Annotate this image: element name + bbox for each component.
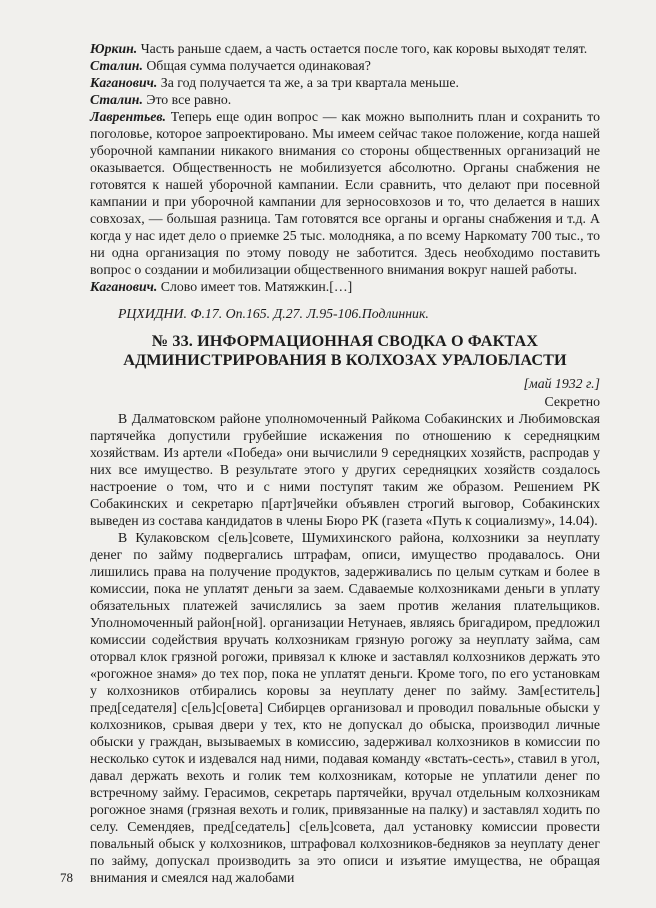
speaker-name: Каганович. <box>90 279 158 294</box>
archive-reference: РЦХИДНИ. Ф.17. Оп.165. Д.27. Л.95-106.Подлинник. <box>118 306 429 321</box>
body-paragraph: В Кулаковском с[ель]совете, Шумихинского района, колхозники за неуплату денег по займу подвергались штрафам, описи, имущество продавалось. Они лишились права на получение продуктов, задерживались по целым суткам и более в комиссии, пока не уплатят деньги за заем. Сдаваемые колхозниками деньги в уплату обязательных платежей зачислялись за заем против желания плательщиков. Уполномоченный район[ной]. организации Нетунаев, являясь бригадиром, предложил комиссии содействия вручать колхозникам грязную рогожу за неуплату займа, сам оторвал клок грязной рогожи, привязал к клюке и заставлял колхозников держать это «рогожное знамя» до тех пор, пока не уплатят деньги. Кроме того, по его установкам у колхозников отбирались коровы за неуплату денег по займу. Зам[еститель] пред[седателя] с[ель]с[овета] Сибирцев организовал и проводил повальные обыски у колхозников, срывая двери у тех, кто не допускал до обыска, производил личные обыски у граждан, вызываемых в комиссию, задерживал колхозников в комиссии по несколько суток и издевался над ними, подавая команду «встать-сесть», ставил в угол, давал держать вехоть и голик тем колхозникам, которые не уплатили денег по встречному займу. Герасимов, секретарь партячейки, вручал отдельным колхозникам рогожное знамя (грязная вехоть и голик, привязанные на палку) и заставлял ходить по селу. Семендяев, пред[седатель] с[ель]совета, дал установку комиссии провести повальный обыск у колхозников, штрафовал колхозников-бедняков за неуплату денег по займу, допускал производить за это описи и изъятие имущества, не обращая внимания и смеялся над жалобами <box>90 530 600 885</box>
document-title-line: АДМИНИСТРИРОВАНИЯ В КОЛХОЗАХ УРАЛОБЛАСТИ <box>123 351 567 369</box>
speaker-name: Юркин. <box>90 41 138 56</box>
speaker-name: Лаврентьев. <box>90 109 166 124</box>
dialogue-line <box>90 108 600 278</box>
document-title-line: № 33. ИНФОРМАЦИОННАЯ СВОДКА О ФАКТАХ <box>151 332 539 350</box>
speech-text: Это все равно. <box>142 92 232 107</box>
speech-text: Общая сумма получается одинаковая? <box>142 58 371 73</box>
dialogue-line <box>90 57 600 74</box>
speaker-name: Сталин. <box>90 92 143 107</box>
page-content <box>90 40 600 886</box>
document-date: [май 1932 г.] <box>523 376 600 391</box>
speech-text: Теперь еще один вопрос — как можно выполнить план и сохранить то поголовье, которое запроектировано. Мы имеем сейчас такое положение, когда нашей уборочной кампании никакого внимания со стороны общественных организаций не оказывается. Общественность не мобилизуется абсолютно. Органы снабжения не готовятся к нашей уборочной кампании. Если сравнить, что делают при посевной кампании и при уборочной кампании для зерносовхозов и то, что делается в наших совхозах, — большая разница. Там готовятся все органы и органы снабжения и т.д. А когда у нас идет дело о приемке 25 тыс. молодняка, а по всему Наркомату 700 тыс., то ни одна организация по этому поводу не заботится. Здесь необходимо поставить вопрос о создании и мобилизации общественного внимания вокруг нашей работы. <box>90 109 600 277</box>
speech-text: Слово имеет тов. Матяжкин.[…] <box>157 279 353 294</box>
document-title <box>90 332 600 370</box>
speech-text: Часть раньше сдаем, а часть остается после того, как коровы выходят телят. <box>137 41 588 56</box>
speaker-name: Каганович. <box>90 75 158 90</box>
dialogue-line <box>90 91 600 108</box>
dialogue-line <box>90 278 600 295</box>
body-paragraph: В Далматовском районе уполномоченный Райкома Собакинских и Любимовская партячейка допустили грубейшие искажения по отношению к середняцким хозяйствам. Из артели «Победа» они вычислили 9 середняцких хозяйств, распродав у них все имущество. В результате этого у других середняцких хозяйств создалось настроение о том, что и с ними поступят таким же образом. Решением РК Собакинских и секретарю п[арт]ячейки объявлен строгий выговор, Собакинских выведен из состава кандидатов в члены Бюро РК (газета «Путь к социализму», 14.04). <box>90 411 600 528</box>
dialogue-line <box>90 74 600 91</box>
page-number: 78 <box>60 870 73 885</box>
classification-label: Секретно <box>544 394 600 409</box>
speech-text: За год получается та же, а за три квартала меньше. <box>157 75 459 90</box>
dialogue-line <box>90 40 600 57</box>
speaker-name: Сталин. <box>90 58 143 73</box>
